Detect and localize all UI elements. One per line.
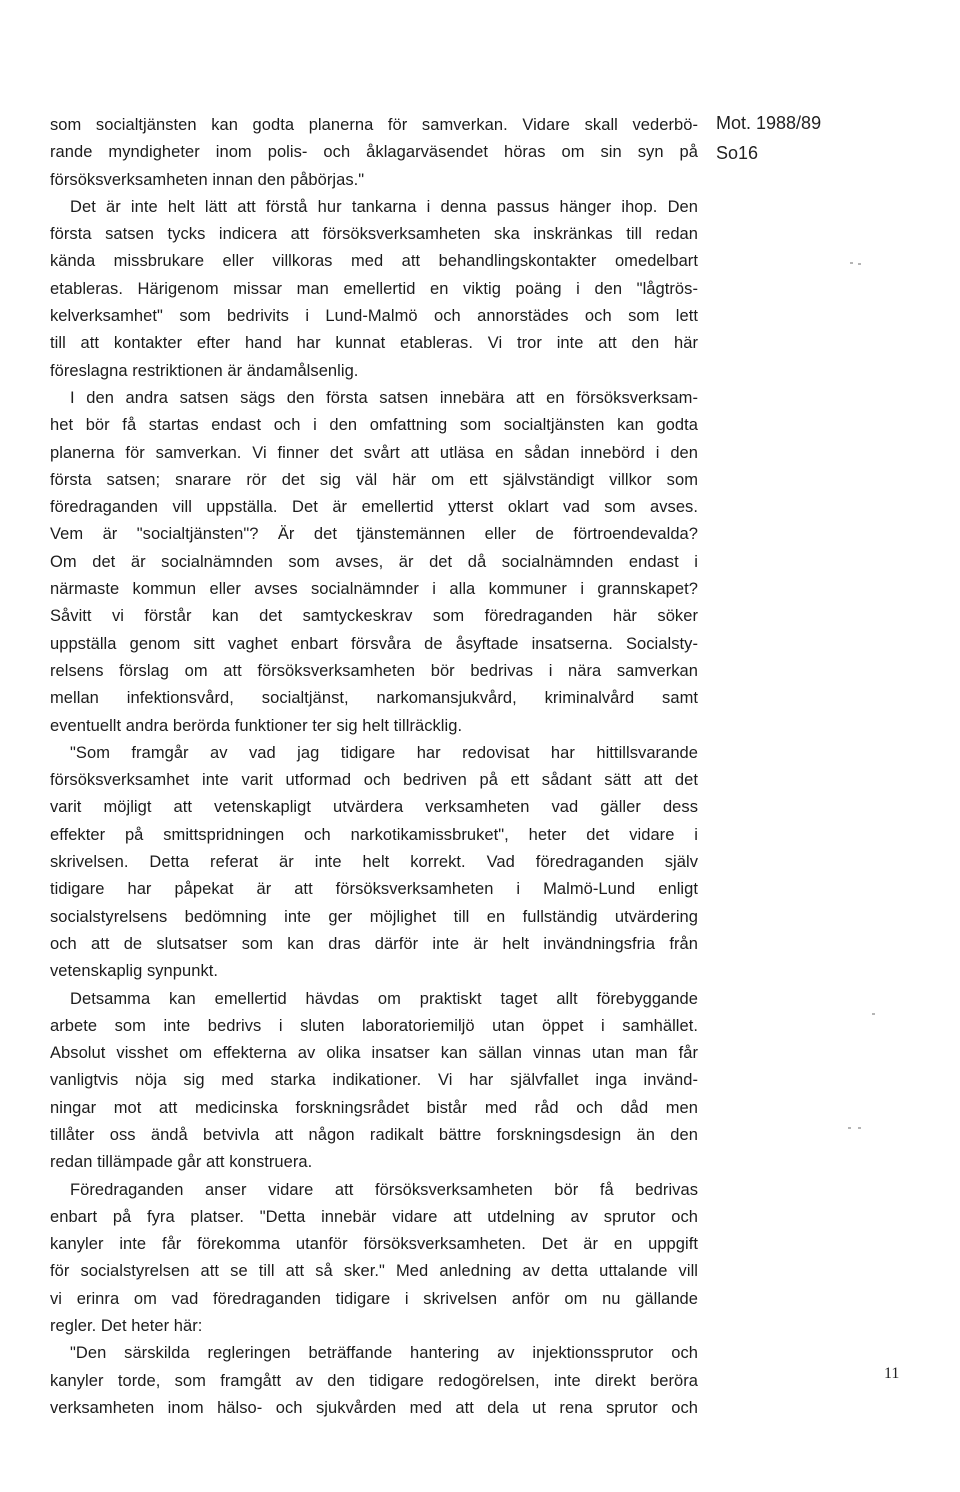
text-line: Vem är "socialtjänsten"? Är det tjänstemännen eller de förtroendevalda? (50, 525, 698, 544)
text-line: första satsen tycks indicera att försöksverksamheten ska inskränkas till redan (50, 225, 698, 244)
text-line: skrivelsen. Detta referat är inte helt korrekt. Vad föredraganden själv (50, 853, 698, 872)
text-line: första satsen; snarare rör det sig väl här om ett självständigt villkor som (50, 470, 698, 489)
scan-speck (858, 1127, 861, 1129)
text-line: "Som framgår av vad jag tidigare har redovisat har hittillsvarande (70, 743, 698, 762)
text-line: Föredraganden anser vidare att försöksverksamheten bör få bedrivas (70, 1180, 698, 1199)
text-line: "Den särskilda regleringen beträffande hantering av injektionssprutor och (70, 1344, 698, 1363)
text-line: etableras. Härigenom missar man emellertid en viktig poäng i den "lågtrös- (50, 279, 698, 298)
text-line: kelverksamhet" som bedrivits i Lund-Malmö och annorstädes och som lett (50, 307, 698, 326)
text-line: I den andra satsen sägs den första satsen innebära att en försöksverksam- (70, 388, 698, 407)
text-line: vi erinra om vad föredraganden tidigare i skrivelsen anför om nu gällande (50, 1289, 698, 1308)
text-line: föreslagna restriktionen är ändamålsenlig. (50, 361, 359, 380)
body-text (50, 112, 698, 1422)
text-line: mellan infektionsvård, socialtjänst, narkomansjukvård, kriminalvård samt (50, 689, 698, 708)
scan-speck (850, 262, 853, 264)
text-line: relsens förslag om att försöksverksamheten bör bedrivas i nära samverkan (50, 661, 698, 680)
text-line: försöksverksamheten innan den påbörjas." (50, 170, 365, 189)
text-line: arbete som inte bedrivs i sluten laboratoriemiljö utan öppet i samhället. (50, 1016, 698, 1035)
text-line: tillåter oss ändå betvivla att någon radikalt bättre forskningsdesign än den (50, 1125, 698, 1144)
text-line: socialstyrelsens bedömning inte ger möjlighet till en fullständig utvärdering (50, 907, 698, 926)
text-line: för socialstyrelsen att se till att så sker." Med anledning av detta uttalande vill (50, 1262, 698, 1281)
text-line: verksamheten inom hälso- och sjukvården med att dela ut rena sprutor och (50, 1398, 698, 1417)
text-line: Det är inte helt lätt att förstå hur tankarna i denna passus hänger ihop. Den (70, 197, 698, 216)
text-line: Absolut visshet om effekterna av olika insatser kan sällan vinnas utan man får (50, 1044, 698, 1063)
text-line: planerna för samverkan. Vi finner det svårt att utläsa en sådan innebörd i den (50, 443, 698, 462)
text-line: effekter på smittspridningen och narkotikamissbruket", heter det vidare i (50, 825, 698, 844)
text-line: som socialtjänsten kan godta planerna för samverkan. Vidare skall vederbö- (50, 116, 698, 134)
text-line: kanyler torde, som framgått av den tidigare redogörelsen, inte direkt beröra (50, 1371, 698, 1390)
committee-code: So16 (716, 143, 759, 163)
motion-number: Mot. 1988/89 (716, 113, 822, 133)
page-number: 11 (884, 1365, 900, 1382)
text-line: kanyler inte får förekomma utanför försöksverksamheten. Det är en uppgift (50, 1235, 698, 1254)
text-line: regler. Det heter här: (50, 1317, 203, 1336)
text-line: uppställa genom sitt vaghet enbart försvåra de åsyftade insatserna. Socialsty- (50, 634, 698, 653)
text-line: eventuellt andra berörda funktioner ter sig helt tillräcklig. (50, 716, 463, 735)
text-line: varit möjligt att vetenskapligt utvärdera verksamheten vad gäller dess (50, 798, 698, 817)
margin-reference (716, 108, 821, 168)
text-line: närmaste kommun eller avses socialnämnder i alla kommuner i grannskapet? (50, 580, 698, 599)
text-line: ningar mot att medicinska forskningsrådet bistår med råd och dåd men (50, 1098, 698, 1117)
text-line: försöksverksamhet inte varit utformad och bedriven på ett sådant sätt att det (50, 771, 698, 790)
text-line: vanligtvis nöja sig med starka indikationer. Vi har självfallet inga invänd- (50, 1071, 698, 1090)
text-line: Om det är socialnämnden som avses, är det då socialnämnden endast i (50, 552, 698, 571)
text-line: kända missbrukare eller villkoras med att behandlingskontakter omedelbart (50, 252, 698, 271)
text-line: till att kontakter efter hand har kunnat etableras. Vi tror inte att den här (50, 334, 698, 353)
scan-speck (872, 1013, 875, 1015)
text-line: redan tillämpade går att konstruera. (50, 1153, 313, 1172)
text-line: tidigare har påpekat är att försöksverksamheten i Malmö-Lund enligt (50, 880, 698, 899)
scan-speck (848, 1127, 851, 1129)
text-line: föredraganden vill uppställa. Det är emellertid ytterst oklart vad som avses. (50, 498, 698, 517)
text-line: och att de slutsatser som kan dras därför inte är helt invändningsfria från (50, 934, 698, 953)
scan-speck (858, 263, 861, 265)
text-line: het bör få startas endast och i den omfattning som socialtjänsten kan godta (50, 416, 698, 435)
text-line: rande myndigheter inom polis- och åklagarväsendet höras om sin syn på (50, 143, 698, 162)
text-line: Detsamma kan emellertid hävdas om praktiskt taget allt förebyggande (70, 989, 698, 1008)
text-line: vetenskaplig synpunkt. (50, 962, 219, 981)
text-line: enbart på fyra platser. "Detta innebär vidare att utdelning av sprutor och (50, 1207, 698, 1226)
text-line: Såvitt vi förstår kan det samtyckeskrav som föredraganden här söker (50, 607, 698, 626)
